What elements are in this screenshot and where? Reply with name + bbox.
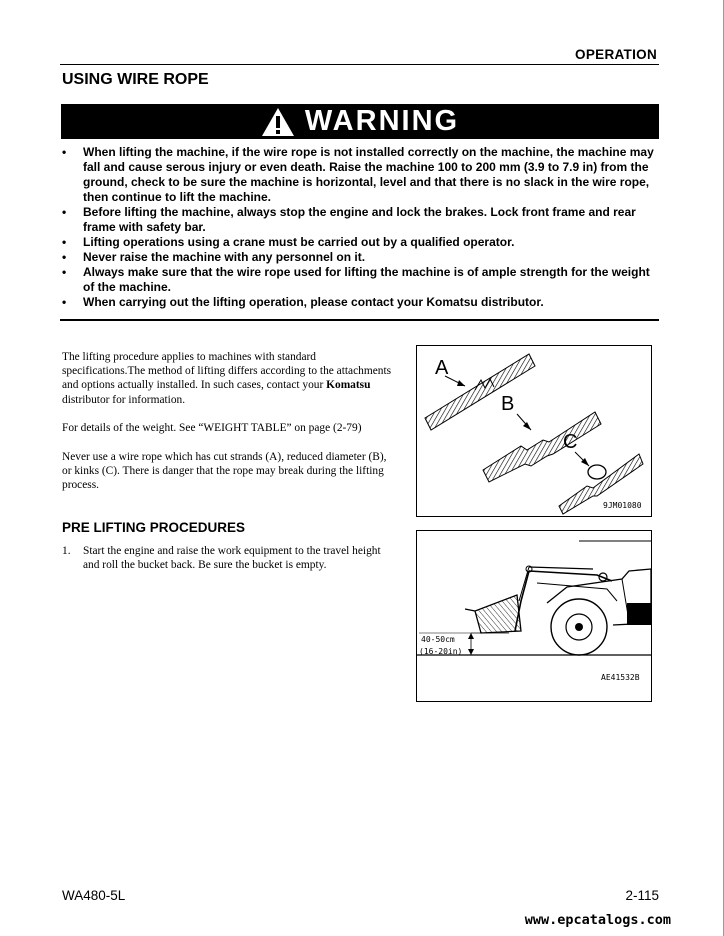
bullet: •: [62, 265, 67, 279]
list-item: [62, 544, 392, 572]
step-text: Start the engine and raise the work equipment to the travel height and roll the bucket back. Be sure the bucket is empty.: [83, 545, 381, 572]
list-item: [62, 235, 662, 250]
warning-banner: [61, 104, 659, 139]
warning-item-text: When carrying out the lifting operation, please contact your Komatsu distributor.: [83, 295, 544, 309]
weight-reference-paragraph: For details of the weight. See “WEIGHT TABLE” on page (2-79): [62, 422, 362, 434]
label-c: C: [563, 431, 578, 453]
step-number: 1.: [62, 545, 71, 557]
bullet: •: [62, 145, 67, 159]
label-b: B: [501, 393, 515, 415]
warning-item-text: When lifting the machine, if the wire rope is not installed correctly on the machine, the machine may fall and cause serous injury or even death. Raise the machine 100 to 200 mm (3.9 to 7.9 in) from the ground, check to be sure the machine is horizontal, level and that there is no slack in the wire rope, then continue to lift the machine.: [83, 145, 654, 204]
warning-item-text: Lifting operations using a crane must be carried out by a qualified operator.: [83, 235, 515, 249]
warning-item-text: Never raise the machine with any personnel on it.: [83, 250, 366, 264]
warning-item-text: Before lifting the machine, always stop the engine and lock the brakes. Lock front frame and rear frame with safety bar.: [83, 205, 636, 234]
figure-code: 9JM01080: [603, 501, 642, 510]
wire-rope-illustration: [417, 346, 651, 516]
warning-bottom-rule: [60, 319, 659, 321]
dimension-metric: 40-50cm: [421, 635, 455, 644]
website-watermark[interactable]: www.epcatalogs.com: [524, 912, 671, 928]
dimension-imperial: (16-20in): [419, 647, 463, 656]
bullet: •: [62, 295, 67, 309]
section-label: OPERATION: [575, 47, 657, 62]
figure-code: AE41532B: [601, 673, 640, 682]
list-item: [62, 250, 662, 265]
list-item: [62, 205, 662, 235]
page-title: USING WIRE ROPE: [62, 71, 209, 88]
bullet: •: [62, 205, 67, 219]
warning-list: [62, 145, 662, 310]
bullet: •: [62, 250, 67, 264]
lifting-intro-paragraph: [62, 350, 392, 407]
label-a: A: [435, 357, 449, 379]
list-item: [62, 295, 662, 310]
warning-label: WARNING: [304, 105, 460, 137]
brand-name: Komatsu: [326, 379, 371, 392]
pre-lifting-heading: PRE LIFTING PROCEDURES: [62, 520, 246, 535]
warning-triangle-icon: [261, 107, 295, 137]
wire-rope-damage-figure: [416, 345, 652, 517]
model-number: WA480-5L: [62, 888, 126, 903]
wheel-loader-illustration: [417, 531, 651, 701]
list-item: [62, 145, 662, 205]
bullet: •: [62, 235, 67, 249]
paragraph-text: The lifting procedure applies to machines with standard specifications.The method of lifting differs according to the attachments and options actually installed. In such cases, contact your: [62, 351, 392, 392]
list-item: [62, 265, 662, 295]
paragraph-text: distributor for information.: [62, 393, 186, 406]
travel-height-figure: [416, 530, 652, 702]
header-rule: [60, 64, 659, 65]
page-number: 2-115: [625, 888, 659, 903]
rope-damage-paragraph: Never use a wire rope which has cut strands (A), reduced diameter (B), or kinks (C). There is danger that the rope may break during the lifting process.: [62, 451, 387, 492]
warning-item-text: Always make sure that the wire rope used for lifting the machine is of ample strength for the weight of the machine.: [83, 265, 650, 294]
